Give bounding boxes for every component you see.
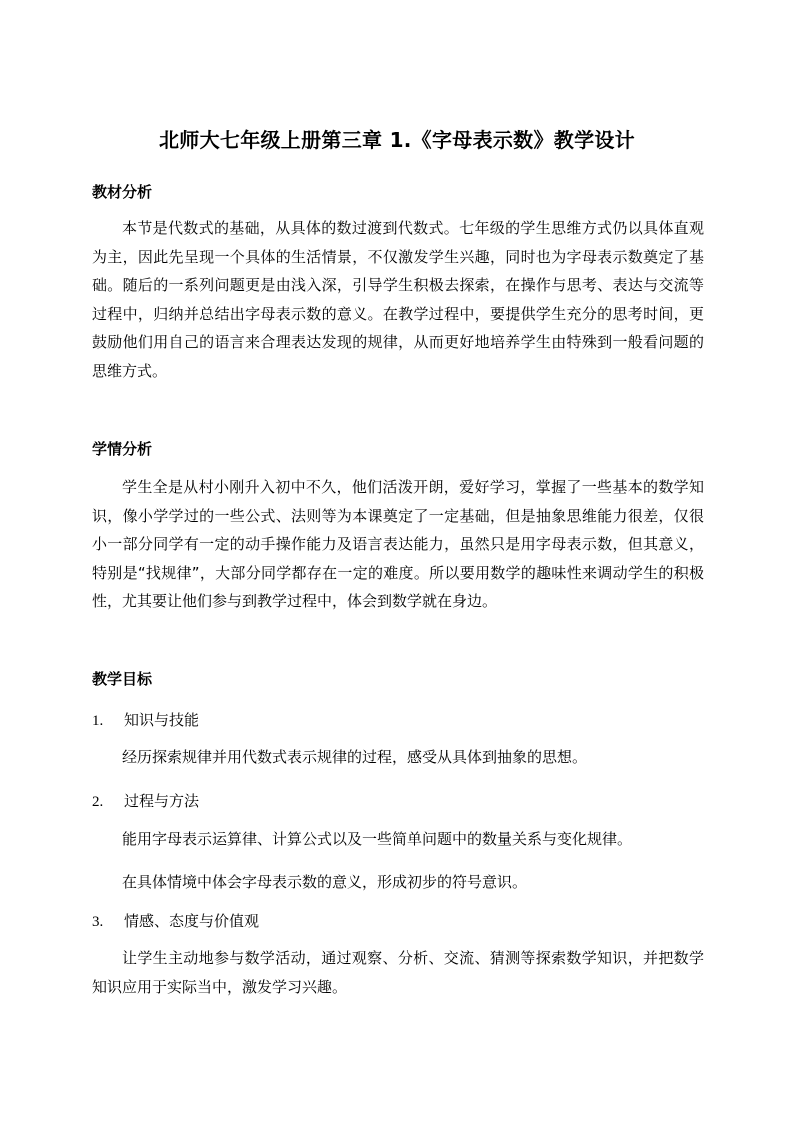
goal-item-2-line-1: 能用字母表示运算律、计算公式以及一些简单问题中的数量关系与变化规律。: [122, 830, 633, 848]
goal-item-2-line-2: 在具体情境中体会字母表示数的意义，形成初步的符号意识。: [122, 873, 528, 891]
section-heading-student-analysis: 学情分析: [92, 440, 153, 458]
goal-item-1-line-1: 经历探索规律并用代数式表示规律的过程，感受从具体到抽象的思想。: [122, 748, 588, 766]
goal-item-1: [92, 709, 199, 730]
goal-item-label: 知识与技能: [124, 711, 200, 729]
goal-item-3: [92, 910, 259, 931]
goal-item-number: 1.: [92, 713, 104, 729]
goal-item-number: 2.: [92, 794, 104, 810]
section-heading-teaching-goals: 教学目标: [92, 670, 153, 688]
goal-item-number: 3.: [92, 914, 104, 930]
goal-item-3-paragraph: 让学生主动地参与数学活动，通过观察、分析、交流、猜测等探索数学知识，并把数学知识应用于实际当中，激发学习兴趣。: [92, 949, 704, 996]
goal-item-label: 情感、态度与价值观: [124, 912, 260, 930]
goal-item-label: 过程与方法: [124, 792, 200, 810]
goal-item-2: [92, 790, 199, 811]
textbook-analysis-paragraph: 本节是代数式的基础，从具体的数过渡到代数式。七年级的学生思维方式仍以具体直观为主，因此先呈现一个具体的生活情景，不仅激发学生兴趣，同时也为字母表示数奠定了基础。随后的一系列问题更是由浅入深，引导学生积极去探索，在操作与思考、表达与交流等过程中，归纳并总结出字母表示数的意义。在教学过程中，要提供学生充分的思考时间，更鼓励他们用自己的语言来合理表达发现的规律，从而更好地培养学生由特殊到一般看问题的思维方式。: [92, 219, 704, 380]
section-heading-textbook-analysis: 教材分析: [92, 183, 153, 201]
student-analysis-paragraph: 学生全是从村小刚升入初中不久，他们活泼开朗，爱好学习，掌握了一些基本的数学知识，像小学学过的一些公式、法则等为本课奠定了一定基础，但是抽象思维能力很差，仅很小一部分同学有一定的动手操作能力及语言表达能力，虽然只是用字母表示数，但其意义，特别是“找规律”，大部分同学都存在一定的难度。所以要用数学的趣味性来调动学生的积极性，尤其要让他们参与到教学过程中，体会到数学就在身边。: [92, 478, 704, 611]
page-title: 北师大七年级上册第三章 1.《字母表示数》教学设计: [159, 128, 635, 152]
